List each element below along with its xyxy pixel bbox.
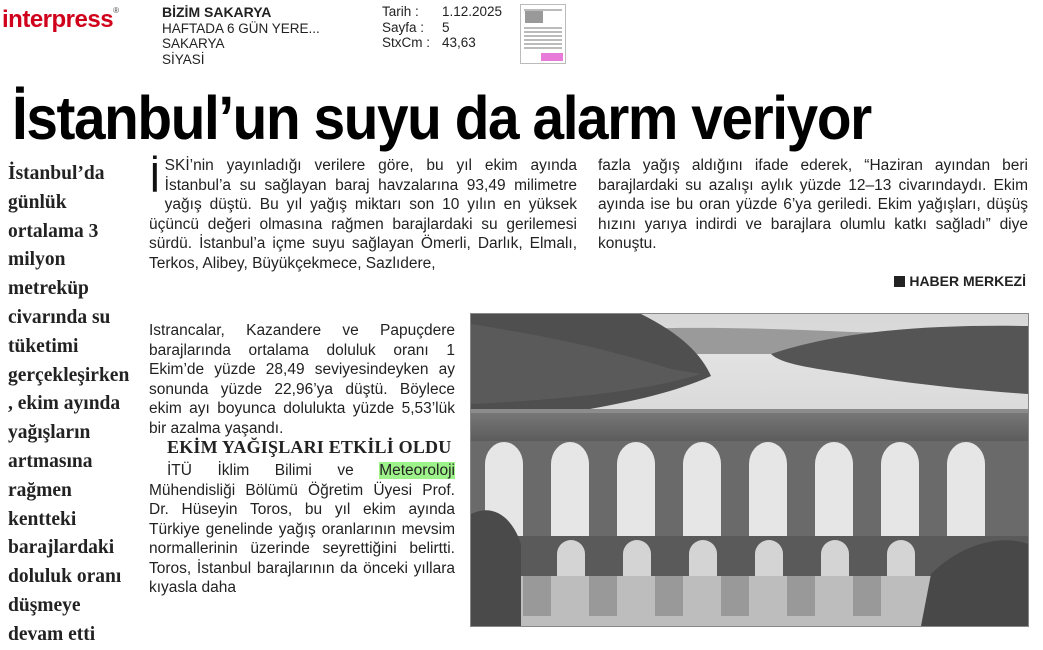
meta-row-date <box>382 4 502 20</box>
article-photo <box>470 313 1029 627</box>
meta-value: 1.12.2025 <box>442 4 503 19</box>
publication-city: SAKARYA <box>162 36 225 51</box>
article-deck: İstanbul’da günlük ortalama 3 milyon metreküp civarında su tüketimi gerçekleşirken , ekim ayında yağışların artmasına rağmen kentteki barajlardaki doluluk oranı düşmeye devam etti <box>8 163 130 645</box>
body-column-1-lower <box>149 461 455 598</box>
byline-text: HABER MERKEZİ <box>909 273 1026 289</box>
meta-value: 43,63 <box>442 35 476 50</box>
logo-registered-mark: ® <box>113 6 119 15</box>
subheading: EKİM YAĞIŞLARI ETKİLİ OLDU <box>167 437 452 457</box>
page-thumbnail[interactable] <box>520 4 566 64</box>
thumbnail-highlight <box>541 53 563 61</box>
publication-category: SİYASİ <box>162 51 205 67</box>
meta-row-page <box>382 20 502 36</box>
dropcap: İ <box>149 154 161 201</box>
square-bullet-icon <box>894 276 905 287</box>
publication-frequency: HAFTADA 6 GÜN YERE... <box>162 20 320 36</box>
highlighted-keyword: Meteoroloji <box>379 462 455 479</box>
publication-name: BİZİM SAKARYA <box>162 4 272 20</box>
meta-label: Tarih : <box>382 4 419 19</box>
meta-value: 5 <box>442 19 450 35</box>
paragraph-1-wide: SKİ’nin yayınladığı verilere göre, bu yıl ekim ayında İstanbul’a su sağlayan baraj havzalarına 93,49 milimetre yağış düştü. Bu yıl yağış miktarı son 10 yılın en yüksek üçüncü değeri olmasına rağmen barajlardaki su gerilemesi sürdü. İstanbul’a içme suyu sağlayan Ömerli, Darlık, Elmalı, Terkos, Alibey, Büyükçekmece, Sazlıdere, <box>149 157 577 272</box>
paragraph-2-start: İTÜ İklim Bilimi ve <box>167 462 380 479</box>
paragraph-1-narrow: Istrancalar, Kazandere ve Papuçdere barajlarında ortalama doluluk oranı 1 Ekim’de yüzde 28,49 seviyesindeyken ay sonunda yüzde 22,96’ya düştü. Böylece ekim ayı boyunca dolulukta yüzde 5,53’lük bir azalma yaşandı. <box>149 322 455 437</box>
logo-text: interpress <box>2 6 114 33</box>
meta-label: Sayfa : <box>382 19 425 35</box>
publication-info <box>162 5 320 67</box>
body-column-1-wide <box>149 156 577 273</box>
body-column-2 <box>598 156 1028 254</box>
clipping-meta <box>382 4 502 51</box>
body-column-1-narrow <box>149 321 455 438</box>
byline <box>894 273 1026 289</box>
paragraph-2-rest: Mühendisliği Bölümü Öğretim Üyesi Prof. Dr. Hüseyin Toros, bu yıl ekim ayında Türkiye genelinde yağış oranlarının mevsim normallerinin üzerinde seyrettiğini belirtti. Toros, İstanbul barajlarının da önceki yıllara kıyasla daha <box>149 481 455 596</box>
meta-label: StxCm : <box>382 35 431 50</box>
headline: İstanbul’un suyu da alarm veriyor <box>12 84 871 152</box>
meta-row-size <box>382 35 502 51</box>
paragraph-3: fazla yağış aldığını ifade ederek, “Haziran ayından beri barajlardaki su azalışı aylık yüzde 12–13 civarındaydı. Ekim ayında ise bu oran yüzde 6’ya geriledi. Ekim yağışları, düşüş hızını yarıya indirdi ve barajlara olumlu katkı sağladı” diye konuştu. <box>598 157 1028 252</box>
aqueduct-photo <box>471 314 1028 626</box>
interpress-logo <box>2 6 118 34</box>
